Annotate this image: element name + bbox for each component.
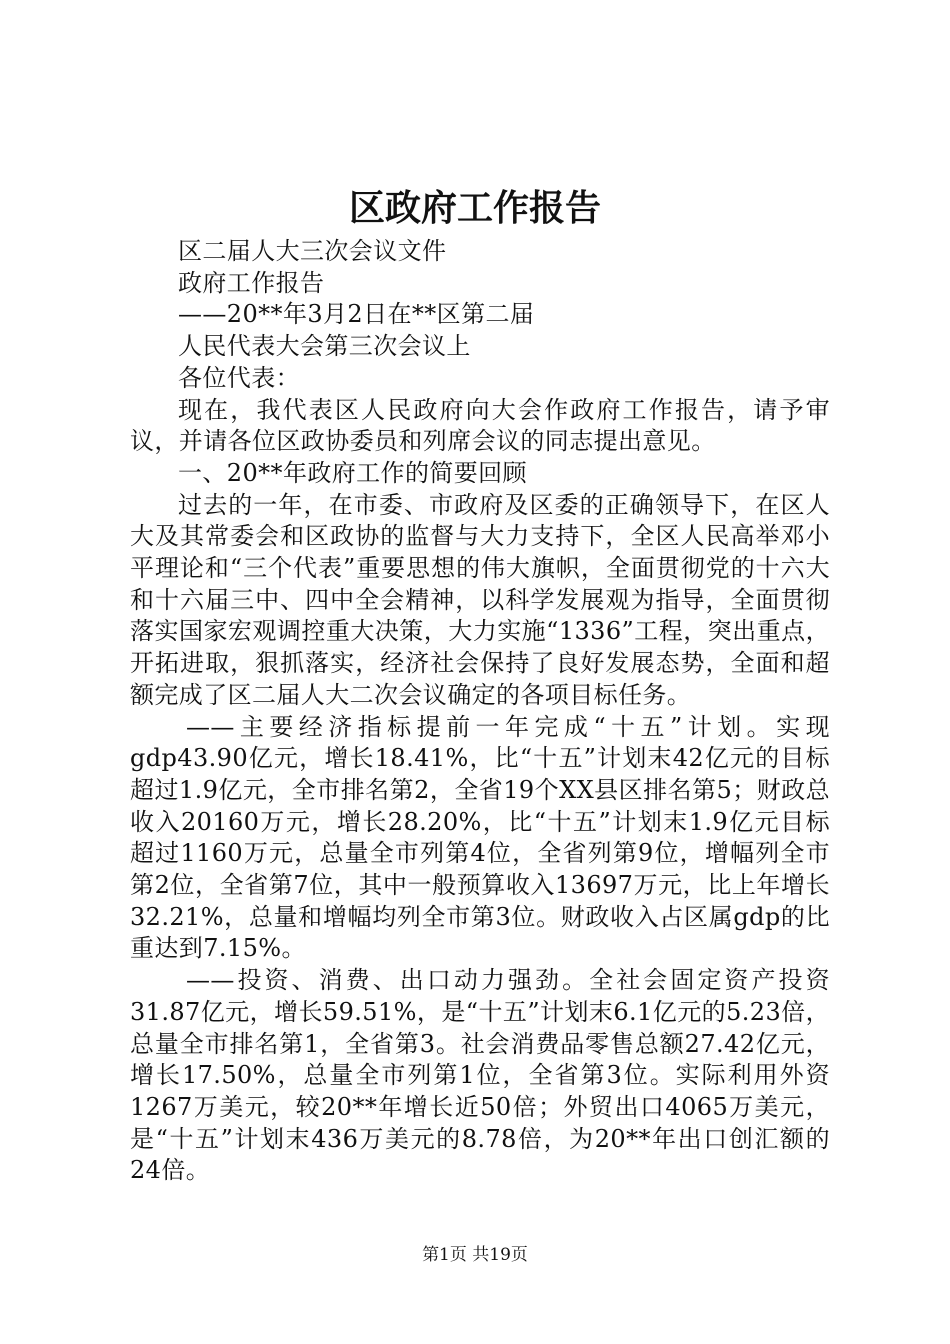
paragraph-meeting-file: 区二届人大三次会议文件	[178, 237, 447, 265]
paragraph-date-line: ——20**年3月2日在**区第二届	[178, 300, 535, 329]
paragraph-report-name: 政府工作报告	[178, 268, 325, 297]
document-body	[130, 236, 830, 1187]
page-number: 第1页 共19页	[422, 1245, 528, 1265]
section-heading: 一、20**年政府工作的简要回顾	[178, 458, 527, 487]
paragraph-investment: ——投资、消费、出口动力强劲。全社会固定资产投资31.87亿元，增长59.51%，是“十五”计划末6.1亿元的5.23倍，总量全市排名第1，全省第3。社会消费品零售总额27.42亿元，增长17.50%，总量全市列第1位，全省第3位。实际利用外资1267万美元，较20**年增长近50倍；外贸出口4065万美元，是“十五”计划末436万美元的8.78倍，为20**年出口创汇额的24倍。	[130, 966, 830, 1185]
paragraph-economic-indicators: ——主要经济指标提前一年完成“十五”计划。实现gdp43.90亿元，增长18.41%，比“十五”计划末42亿元的目标超过1.9亿元，全市排名第2，全省19个XX县区排名第5；财政总收入20160万元，增长28.20%，比“十五”计划末1.9亿元目标超过1160万元，总量全市列第4位，全省列第9位，增幅列全市第2位，全省第7位，其中一般预算收入13697万元，比上年增长32.21%，总量和增幅均列全市第3位。财政收入占区属gdp的比重达到7.15%。	[130, 712, 830, 963]
paragraph-congress-line: 人民代表大会第三次会议上	[178, 332, 471, 361]
document-title: 区政府工作报告	[348, 187, 601, 229]
paragraph-review: 过去的一年，在市委、市政府及区委的正确领导下，在区人大及其常委会和区政协的监督与大力支持下，全区人民高举邓小平理论和“三个代表”重要思想的伟大旗帜，全面贯彻党的十六大和十六届三中、四中全会精神，以科学发展观为指导，全面贯彻落实国家宏观调控重大决策，大力实施“1336”工程，突出重点，开拓进取，狠抓落实，经济社会保持了良好发展态势，全面和超额完成了区二届人大二次会议确定的各项目标任务。	[130, 490, 830, 709]
paragraph-salutation: 各位代表：	[178, 363, 300, 392]
paragraph-intro: 现在，我代表区人民政府向大会作政府工作报告，请予审议，并请各位区政协委员和列席会议的同志提出意见。	[130, 395, 830, 456]
